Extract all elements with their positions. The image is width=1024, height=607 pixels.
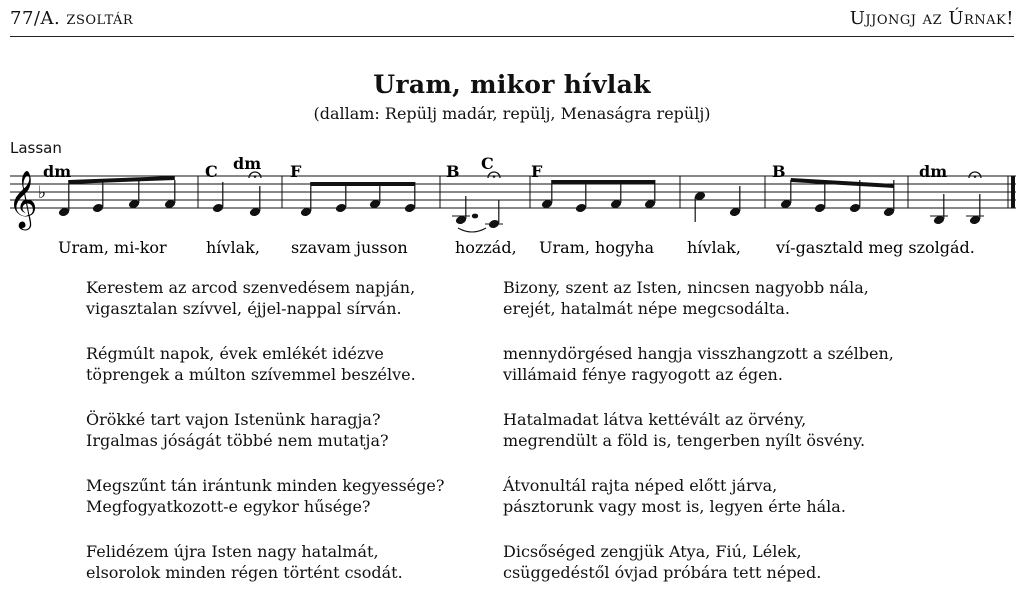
- tempo-marking: Lassan: [10, 139, 62, 157]
- stanza: [86, 541, 444, 583]
- note-beam: [791, 178, 894, 188]
- lyrics: [58, 238, 975, 257]
- staff-lines: [10, 176, 1016, 208]
- verse-line: Bizony, szent az Isten, nincsen nagyobb nála,: [503, 278, 869, 297]
- stanza: [503, 541, 894, 583]
- verse-line: Megfogyatkozott-e egykor hűsége?: [86, 497, 371, 516]
- grace-note: [472, 214, 478, 219]
- chord-symbol: F: [290, 162, 302, 181]
- song-title: Uram, mikor hívlak: [373, 70, 651, 99]
- treble-clef-icon: 𝄞: [8, 170, 38, 228]
- verse-line: vigasztalan szívvel, éjjel-nappal sírván.: [86, 299, 402, 318]
- verse-line: csüggedéstől óvjad próbára tett néped.: [503, 563, 822, 582]
- lyric-syllables: Uram, hogyha: [539, 238, 655, 257]
- lyric-syllables: ví-gasztald meg szolgád.: [776, 238, 975, 257]
- fermata-dot: [974, 175, 977, 178]
- stanza: [503, 409, 894, 451]
- chord-symbol: dm: [919, 162, 948, 181]
- stanza: [503, 343, 894, 385]
- lyric-syllables: szavam jusson: [291, 238, 408, 257]
- verse-line: töprengek a múlton szívemmel beszélve.: [86, 365, 416, 384]
- song-subtitle: (dallam: Repülj madár, repülj, Menaságra repülj): [313, 104, 711, 123]
- verse-line: mennydörgésed hangja visszhangzott a szélben,: [503, 344, 894, 363]
- fermata-dot: [254, 175, 257, 178]
- verses-right-column: [503, 277, 894, 607]
- verse-line: Megszűnt tán irántunk minden kegyessége?: [86, 476, 445, 495]
- stanza: [503, 475, 894, 517]
- verse-line: Örökké tart vajon Istenünk haragja?: [86, 410, 381, 429]
- verse-line: pásztorunk vagy most is, legyen érte hála.: [503, 497, 846, 516]
- chord-symbol: dm: [43, 162, 72, 181]
- stanza: [86, 277, 444, 319]
- final-barline: [1011, 176, 1015, 208]
- verses-left-column: [86, 277, 444, 607]
- verse-line: Dicsőséged zengjük Atya, Fiú, Lélek,: [503, 542, 802, 561]
- stanza: [86, 343, 444, 385]
- verse-line: elsorolok minden régen történt csodát.: [86, 563, 403, 582]
- lyric-syllables: Uram, mi-kor: [58, 238, 167, 257]
- chord-symbol: dm: [233, 154, 262, 173]
- chord-symbol: B: [446, 162, 460, 181]
- verse-line: Irgalmas jóságát többé nem mutatja?: [86, 431, 389, 450]
- chord-symbol: B: [772, 162, 786, 181]
- verse-line: villámaid fénye ragyogott az égen.: [503, 365, 783, 384]
- verse-line: Hatalmadat látva kettévált az örvény,: [503, 410, 807, 429]
- lyric-syllables: hozzád,: [455, 238, 517, 257]
- note-beam: [69, 176, 175, 184]
- fermata-dot: [493, 175, 496, 178]
- notes-group: [58, 172, 984, 232]
- stanza: [503, 277, 894, 319]
- flat-key-signature-icon: ♭: [38, 183, 47, 203]
- note-beam: [552, 180, 655, 184]
- book-title: Ujjongj az Úrnak!: [849, 8, 1014, 29]
- verse-line: Régmúlt napok, évek emlékét idézve: [86, 344, 384, 363]
- verse-line: Felidézem újra Isten nagy hatalmát,: [86, 542, 379, 561]
- lyric-syllables: hívlak,: [206, 238, 260, 257]
- music-score: [0, 150, 1024, 265]
- lyric-syllables: hívlak,: [687, 238, 741, 257]
- verse-line: megrendült a föld is, tengerben nyílt ösvény.: [503, 431, 866, 450]
- slur: [458, 228, 486, 232]
- stanza: [86, 409, 444, 451]
- verse-line: Kerestem az arcod szenvedésem napján,: [86, 278, 416, 297]
- chord-symbol: C: [205, 162, 218, 181]
- chord-symbol: C: [481, 154, 494, 173]
- note-beam: [311, 182, 415, 186]
- verse-line: Átvonultál rajta néped előtt járva,: [503, 476, 778, 495]
- chord-symbol: F: [531, 162, 543, 181]
- psalm-number: 77/A. zsoltár: [10, 8, 134, 29]
- verse-line: erejét, hatalmát népe megcsodálta.: [503, 299, 790, 318]
- page-header: [10, 8, 1014, 37]
- stanza: [86, 475, 444, 517]
